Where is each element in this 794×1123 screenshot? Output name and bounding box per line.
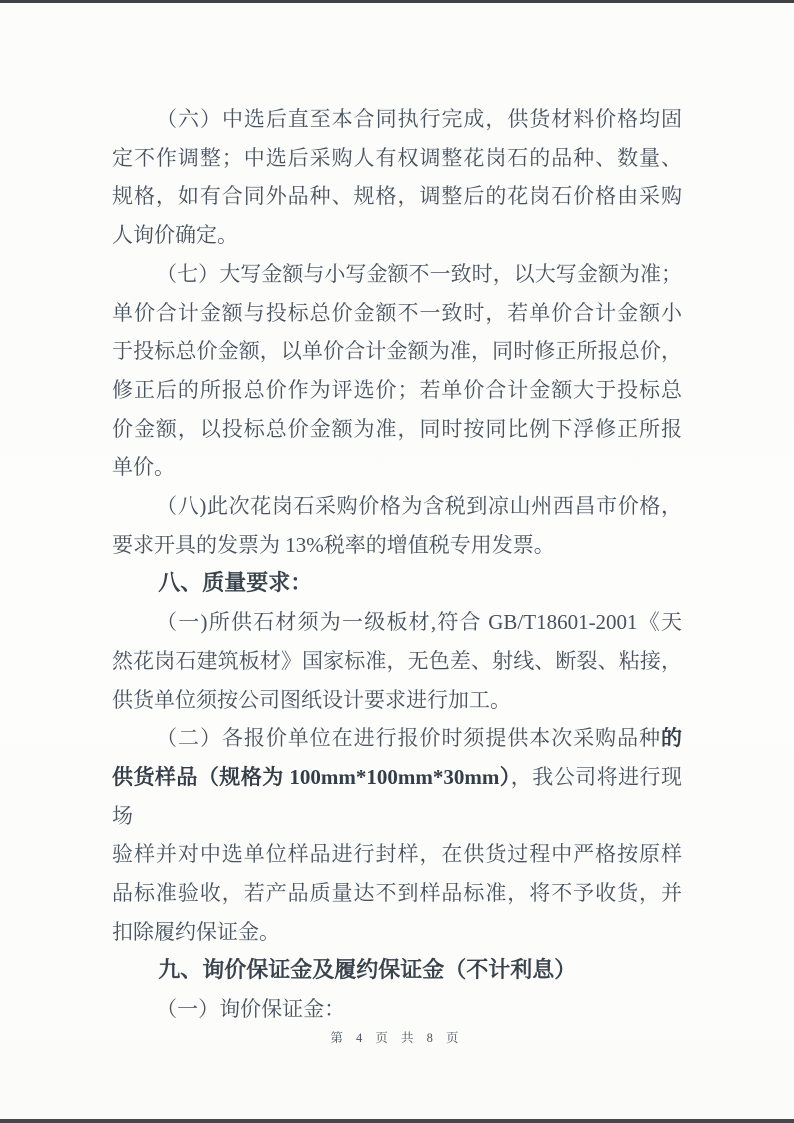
paragraph-line: 扣除履约保证金。 xyxy=(112,919,280,944)
page-number-footer: 第 4 页 共 8 页 xyxy=(330,1031,464,1045)
paragraph-line: （八)此次花岗石采购价格为含税到凉山州西昌市价格， xyxy=(156,494,682,519)
bold-text-span: 的 xyxy=(661,726,682,751)
paragraph-line: 品标准验收，若产品质量达不到样品标准，将不予收货，并 xyxy=(112,881,682,906)
paragraph-line: 定不作调整；中选后采购人有权调整花岗石的品种、数量、 xyxy=(112,145,682,170)
paragraph-line: 然花岗石建筑板材》国家标准，无色差、射线、断裂、粘接， xyxy=(112,648,682,673)
paragraph-line: 人询价确定。 xyxy=(112,223,238,248)
text-span: （二）各报价单位在进行报价时须提供本次采购品种 xyxy=(156,726,661,751)
paragraph-line: 于投标总价金额，以单价合计金额为准，同时修正所报总价， xyxy=(112,339,682,364)
scan-edge-bottom xyxy=(0,1119,794,1123)
paragraph-line: 修正后的所报总价作为评选价；若单价合计金额大于投标总 xyxy=(112,377,682,402)
paragraph-line: 单价。 xyxy=(112,455,175,480)
paragraph-line xyxy=(112,719,682,758)
scan-edge-top xyxy=(0,0,794,3)
paragraph-line xyxy=(112,758,682,835)
paragraph-line: （一)所供石材须为一级板材,符合 GB/T18601-2001《天 xyxy=(156,610,682,635)
paragraph-line: （六）中选后直至本合同执行完成，供货材料价格均固 xyxy=(156,107,682,131)
paragraph-line: 验样并对中选单位样品进行封样，在供货过程中严格按原样 xyxy=(112,842,682,867)
paragraph-line: 供货单位须按公司图纸设计要求进行加工。 xyxy=(112,687,511,712)
paragraph-line: （一）询价保证金： xyxy=(156,997,346,1022)
paragraph-line: 价金额，以投标总价金额为准，同时按同比例下浮修正所报 xyxy=(112,416,682,441)
section-heading-8: 八、质量要求： xyxy=(158,570,313,596)
paragraph-line: 要求开具的发票为 13%税率的增值税专用发票。 xyxy=(112,532,555,557)
section-heading-9: 九、询价保证金及履约保证金（不计利息） xyxy=(158,957,577,983)
paragraph-line: （七）大写金额与小写金额不一致时，以大写金额为准； xyxy=(156,261,682,286)
paragraph-line: 规格，如有合同外品种、规格，调整后的花岗石价格由采购 xyxy=(112,184,682,209)
bold-text-span: 供货样品（规格为 100mm*100mm*30mm） xyxy=(112,764,511,789)
paragraph-line: 单价合计金额与投标总价金额不一致时，若单价合计金额小 xyxy=(112,300,682,325)
text-span: ，我公司将进行现场 xyxy=(112,764,683,828)
document-body xyxy=(112,100,682,1029)
